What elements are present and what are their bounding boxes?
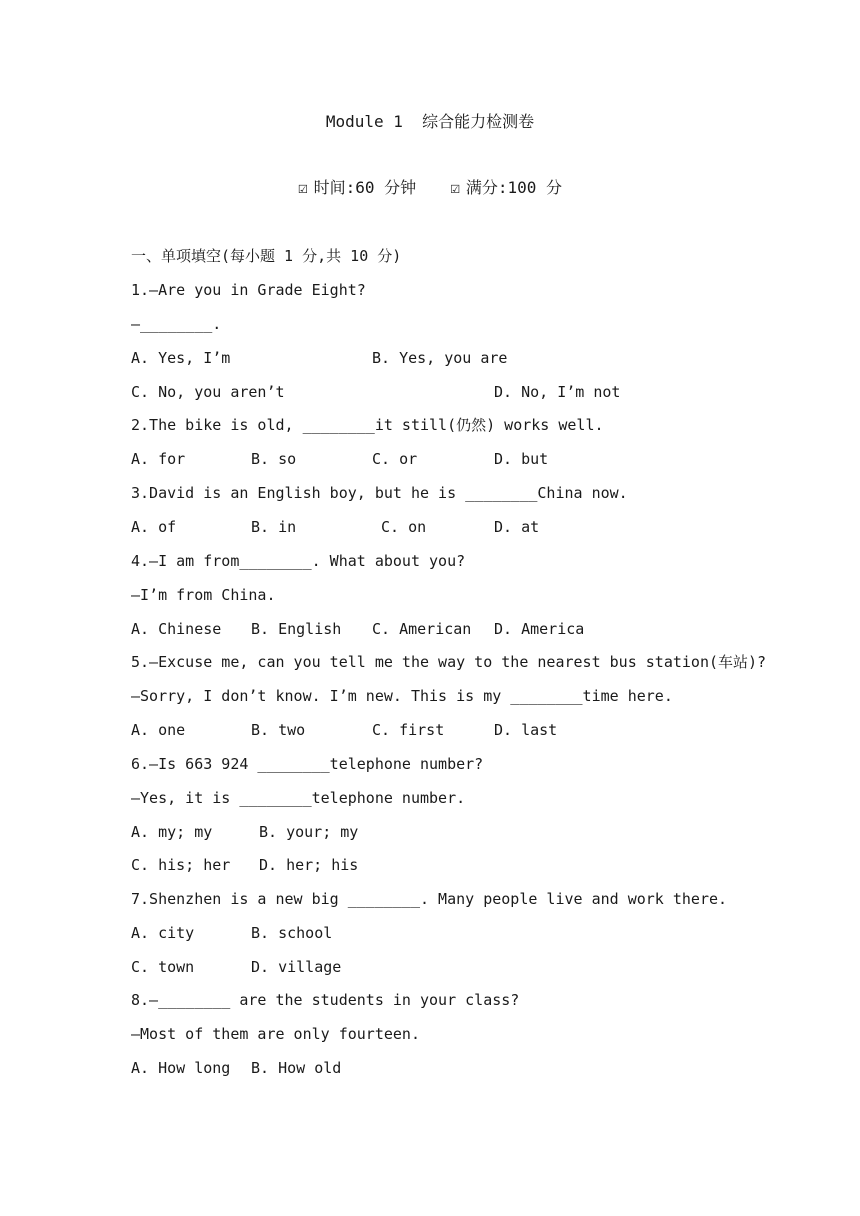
question-1-options-row-2 — [0, 381, 860, 403]
option-c: C. town — [131, 958, 195, 976]
question-3-options — [0, 516, 860, 538]
option-b: B. your; my — [259, 823, 359, 841]
question-6-options-row-1 — [0, 821, 860, 843]
question-2-options — [0, 448, 860, 470]
question-5-answer-line: —Sorry, I don’t know. I’m new. This is my ________time here. — [131, 687, 673, 705]
full-score — [450, 177, 562, 199]
question-8-answer-line: —Most of them are only fourteen. — [131, 1025, 420, 1043]
option-b: B. so — [251, 450, 297, 468]
option-a: A. of — [131, 518, 177, 536]
time-limit-text: 时间:60 分钟 — [313, 178, 417, 197]
question-1-answer-line: —________. — [131, 315, 222, 333]
option-d: D. her; his — [259, 856, 359, 874]
section-heading: 一、单项填空(每小题 1 分,共 10 分) — [131, 247, 402, 265]
option-c: C. first — [372, 721, 445, 739]
question-6-stem: 6.—Is 663 924 ________telephone number? — [131, 755, 484, 773]
full-score-text: 满分:100 分 — [465, 178, 562, 197]
option-a: A. How long — [131, 1059, 231, 1077]
question-8-options — [0, 1057, 860, 1079]
question-4-options — [0, 618, 860, 640]
option-c: C. or — [372, 450, 418, 468]
question-4-stem: 4.—I am from________. What about you? — [131, 552, 466, 570]
option-d: D. No, I’m not — [494, 383, 621, 401]
option-d: D. but — [494, 450, 549, 468]
option-a: A. Chinese — [131, 620, 222, 638]
option-a: A. city — [131, 924, 195, 942]
option-a: A. my; my — [131, 823, 213, 841]
option-b: B. in — [251, 518, 297, 536]
option-b: B. school — [251, 924, 333, 942]
question-7-stem: 7.Shenzhen is a new big ________. Many people live and work there. — [131, 890, 728, 908]
question-7-options-row-1 — [0, 922, 860, 944]
option-d: D. village — [251, 958, 342, 976]
question-2-stem: 2.The bike is old, ________it still(仍然) works well. — [131, 416, 604, 434]
exam-meta — [0, 177, 860, 199]
question-6-answer-line: —Yes, it is ________telephone number. — [131, 789, 466, 807]
option-a: A. one — [131, 721, 186, 739]
question-4-answer-line: —I’m from China. — [131, 586, 276, 604]
option-a: A. Yes, I’m — [131, 349, 231, 367]
question-5-stem: 5.—Excuse me, can you tell me the way to the nearest bus station(车站)? — [131, 653, 767, 671]
option-a: A. for — [131, 450, 186, 468]
question-7-options-row-2 — [0, 956, 860, 978]
question-5-options — [0, 719, 860, 741]
option-b: B. Yes, you are — [372, 349, 508, 367]
option-c: C. on — [381, 518, 427, 536]
page-title: Module 1 综合能力检测卷 — [325, 112, 535, 131]
option-d: D. America — [494, 620, 585, 638]
option-d: D. at — [494, 518, 540, 536]
option-b: B. How old — [251, 1059, 342, 1077]
question-1-options-row-1 — [0, 347, 860, 369]
option-d: D. last — [494, 721, 558, 739]
checkbox-checked-icon: ☑ — [450, 178, 460, 197]
question-8-stem: 8.—________ are the students in your class? — [131, 991, 520, 1009]
option-c: C. No, you aren’t — [131, 383, 285, 401]
question-1-stem: 1.—Are you in Grade Eight? — [131, 281, 366, 299]
option-c: C. American — [372, 620, 472, 638]
time-limit — [298, 177, 416, 199]
option-c: C. his; her — [131, 856, 231, 874]
question-3-stem: 3.David is an English boy, but he is ________China now. — [131, 484, 628, 502]
option-b: B. two — [251, 721, 306, 739]
checkbox-checked-icon: ☑ — [298, 178, 308, 197]
question-6-options-row-2 — [0, 854, 860, 876]
option-b: B. English — [251, 620, 342, 638]
